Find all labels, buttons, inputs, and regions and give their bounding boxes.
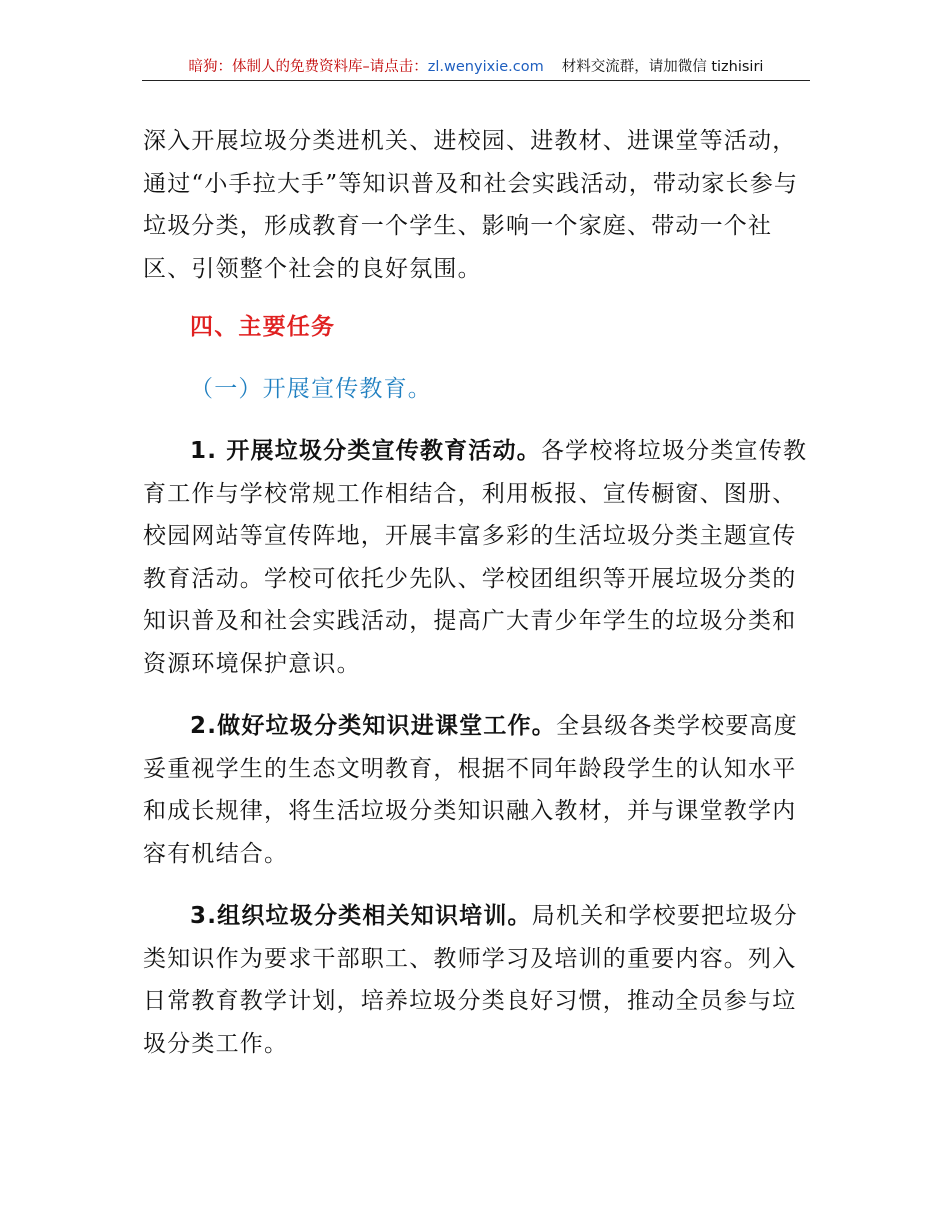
header-link[interactable]: zl.wenyixie.com (427, 59, 544, 75)
task-item-3-lead: 3.组织垃圾分类相关知识培训。 (190, 903, 532, 929)
task-item-2 (143, 705, 811, 875)
section-heading: 四、主要任务 (190, 314, 336, 340)
intro-paragraph: 深入开展垃圾分类进机关、进校园、进教材、进课堂等活动，通过“小手拉大手”等知识普及和社会实践活动，带动家长参与垃圾分类，形成教育一个学生、影响一个家庭、带动一个社区、引领整个社会的良好氛围。 (143, 128, 799, 282)
header-prompt: –请点击： (362, 59, 428, 75)
task-item-1-lead: 1. 开展垃圾分类宣传教育活动。 (190, 438, 541, 464)
document-body (143, 120, 811, 1065)
task-item-1-text: 各学校将垃圾分类宣传教育工作与学校常规工作相结合，利用板报、宣传橱窗、图册、校园网站等宣传阵地，开展丰富多彩的生活垃圾分类主题宣传教育活动。学校可依托少先队、学校团组织等开展垃圾分类的知识普及和社会实践活动，提高广大青少年学生的垃圾分类和资源环境保护意识。 (143, 438, 808, 677)
task-item-3-text: 局机关和学校要把垃圾分类知识作为要求干部职工、教师学习及培训的重要内容。列入日常教育教学计划，培养垃圾分类良好习惯，推动全员参与垃圾分类工作。 (143, 903, 798, 1057)
header-group-note: 材料交流群，请加微信 tizhisiri (561, 59, 764, 75)
header-brand: 暗狗：体制人的免费资料库 (188, 59, 363, 75)
page-header (142, 56, 810, 81)
task-item-2-text: 全县级各类学校要高度妥重视学生的生态文明教育，根据不同年龄段学生的认知水平和成长规律，将生活垃圾分类知识融入教材，并与课堂教学内容有机结合。 (143, 713, 798, 867)
task-item-3 (143, 895, 811, 1065)
task-item-1 (143, 430, 811, 685)
subsection-heading: （一）开展宣传教育。 (190, 376, 432, 402)
task-item-2-lead: 2.做好垃圾分类知识进课堂工作。 (190, 713, 556, 739)
